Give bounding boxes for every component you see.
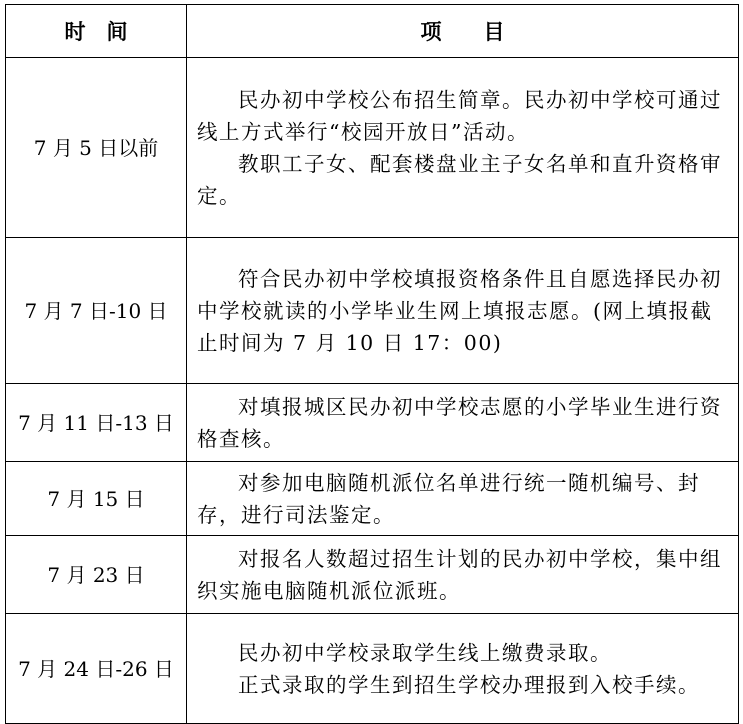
time-cell: 7 月 24 日-26 日	[6, 614, 187, 724]
item-paragraph: 教职工子女、配套楼盘业主子女名单和直升资格审定。	[197, 151, 722, 208]
item-cell	[187, 614, 739, 724]
item-paragraph: 民办初中学校公布招生简章。民办初中学校可通过线上方式举行“校园开放日”活动。	[197, 87, 722, 144]
table-row	[6, 384, 739, 462]
item-paragraph: 对报名人数超过招生计划的民办初中学校，集中组织实施电脑随机派位派班。	[197, 546, 722, 603]
item-paragraph: 民办初中学校录取学生线上缴费录取。	[238, 640, 612, 665]
table-header-row	[6, 5, 739, 58]
item-paragraph: 符合民办初中学校填报资格条件且自愿选择民办初中学校就读的小学毕业生网上填报志愿。(网上填报截止时间为 7 月 10 日 17：00)	[197, 266, 722, 355]
table-row	[6, 614, 739, 724]
item-cell	[187, 462, 739, 536]
column-header-time: 时 间	[6, 5, 187, 58]
item-cell	[187, 536, 739, 614]
item-paragraph: 对填报城区民办初中学校志愿的小学毕业生进行资格查核。	[197, 394, 722, 451]
table-row	[6, 536, 739, 614]
time-cell: 7 月 23 日	[6, 536, 187, 614]
admission-schedule-table	[5, 4, 739, 724]
item-paragraph: 对参加电脑随机派位名单进行统一随机编号、封存，进行司法鉴定。	[197, 470, 700, 527]
time-cell: 7 月 15 日	[6, 462, 187, 536]
item-cell	[187, 58, 739, 238]
time-cell: 7 月 5 日以前	[6, 58, 187, 238]
time-cell: 7 月 11 日-13 日	[6, 384, 187, 462]
table-row	[6, 58, 739, 238]
item-paragraph: 正式录取的学生到招生学校办理报到入校手续。	[238, 672, 700, 697]
item-cell	[187, 238, 739, 384]
item-cell	[187, 384, 739, 462]
table-row	[6, 462, 739, 536]
table-row	[6, 238, 739, 384]
time-cell: 7 月 7 日-10 日	[6, 238, 187, 384]
column-header-item: 项 目	[187, 5, 739, 58]
